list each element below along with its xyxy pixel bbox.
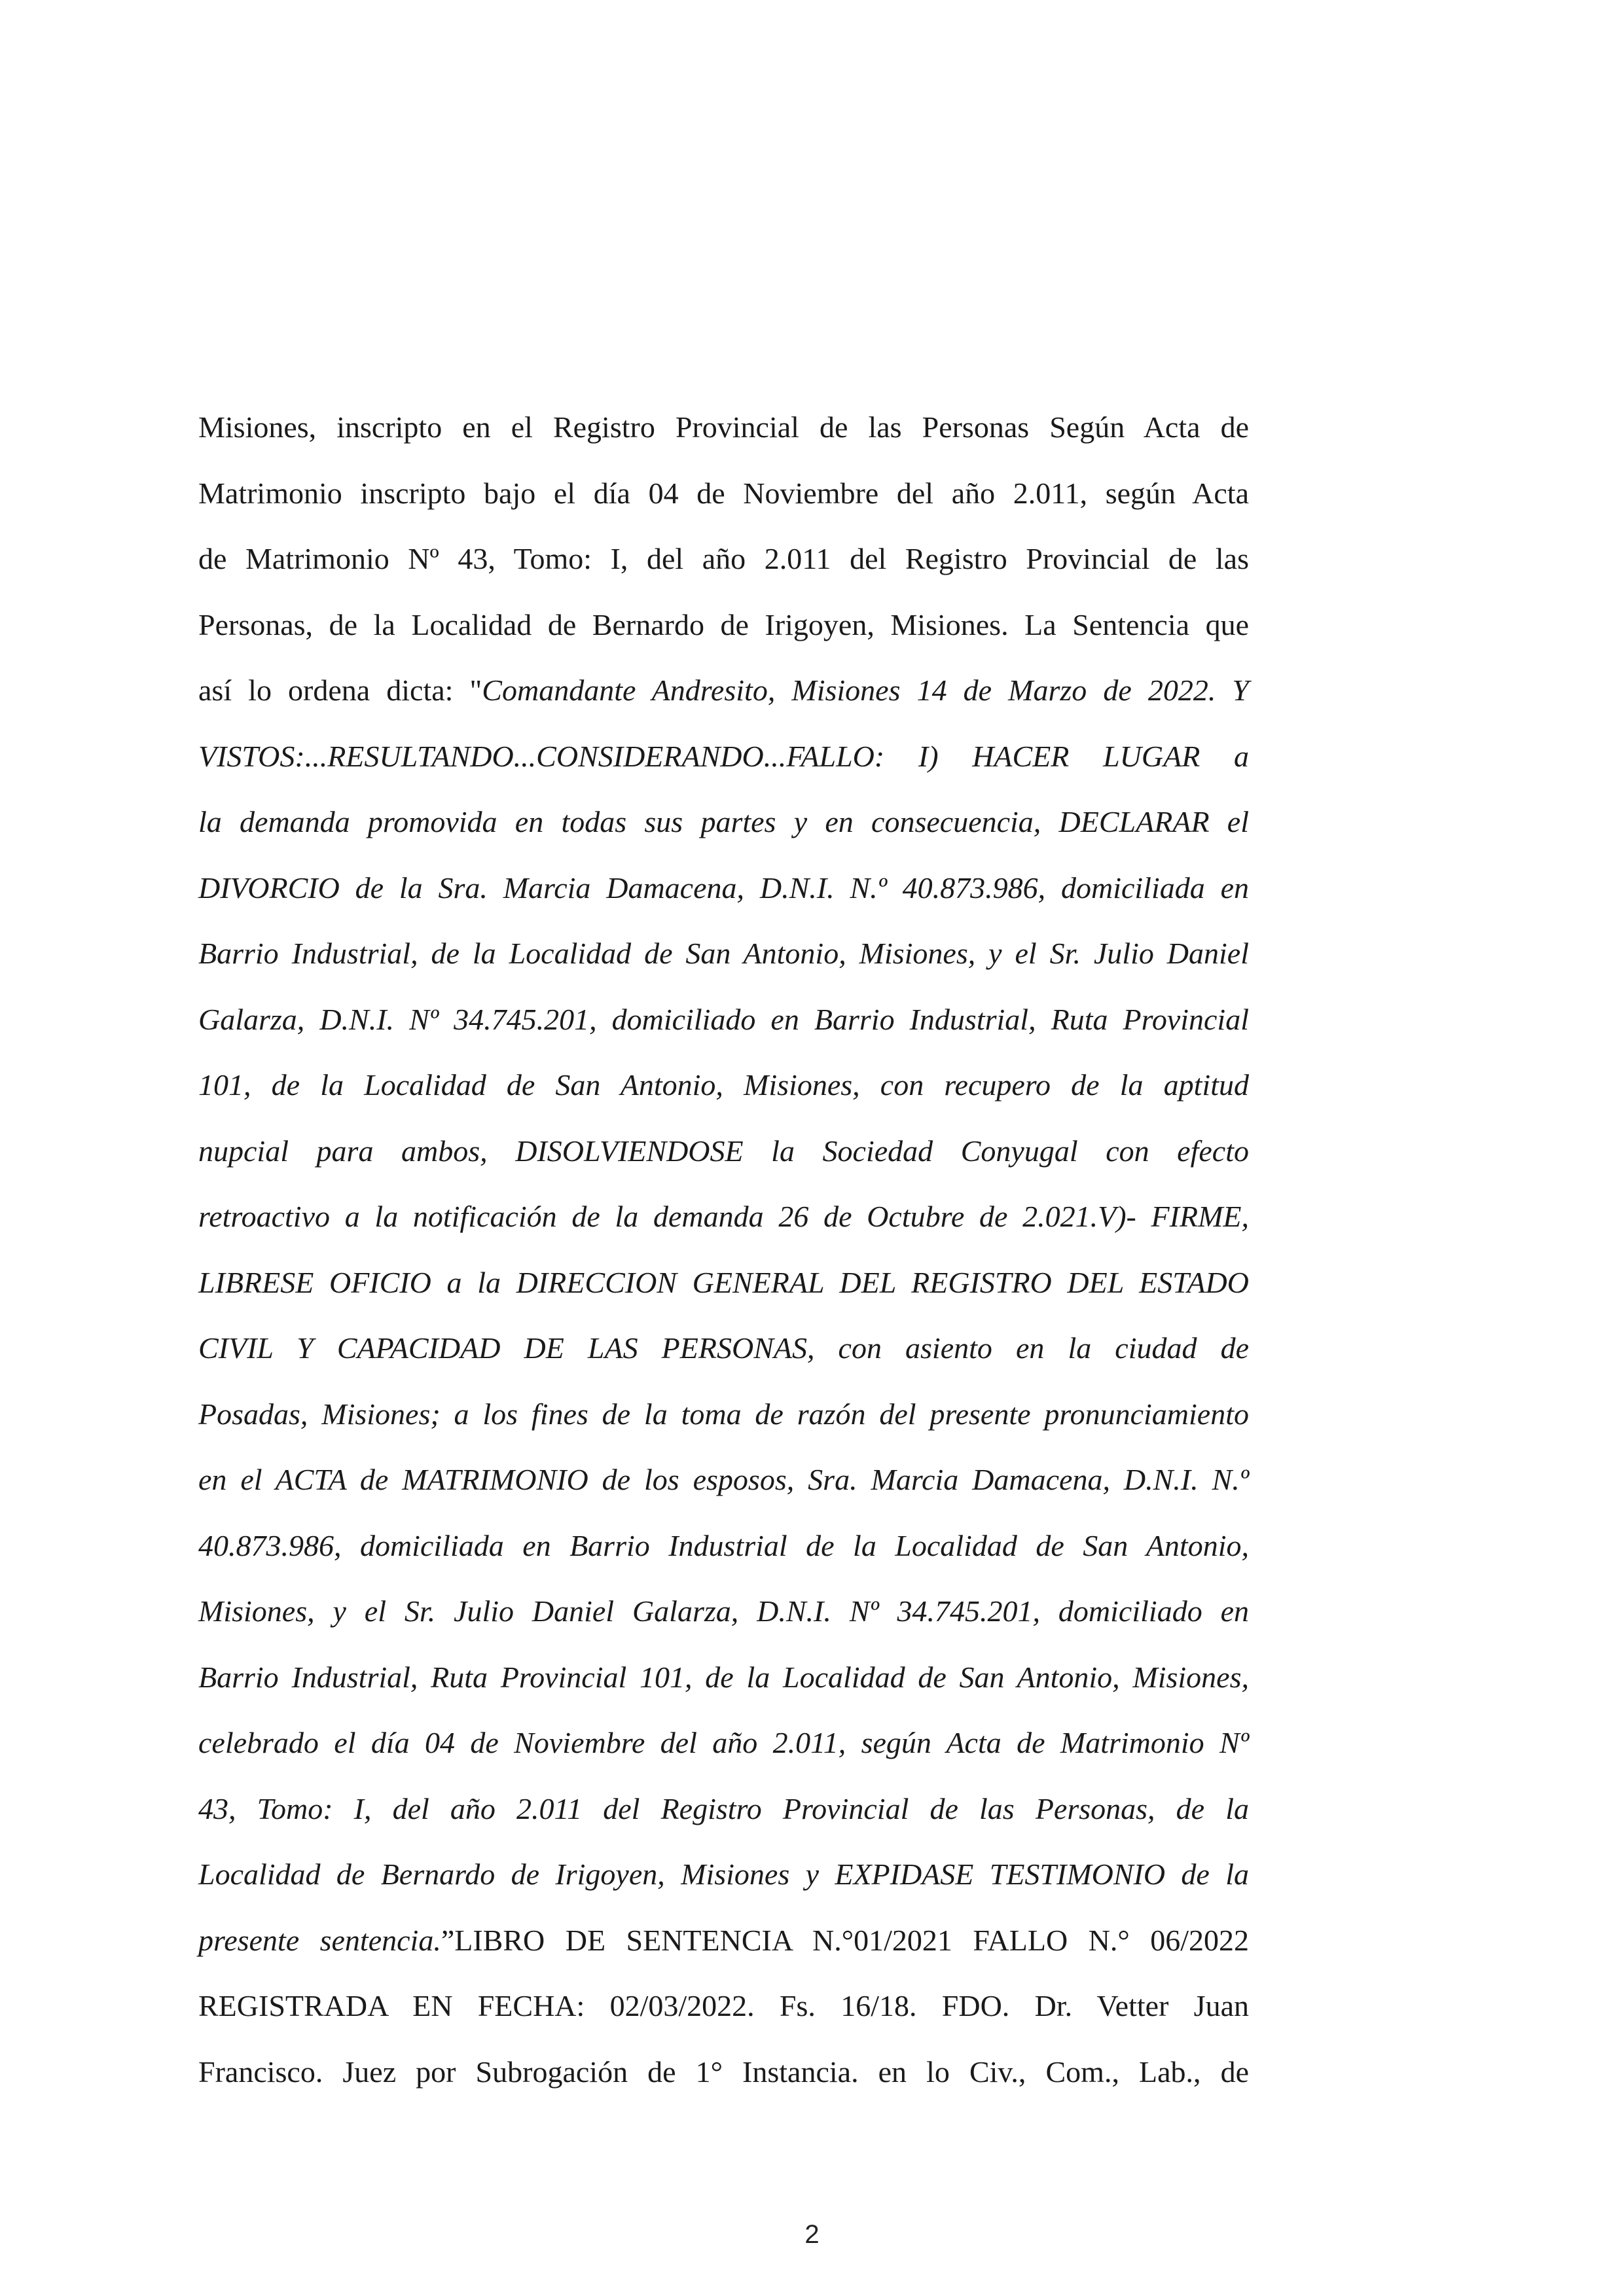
text-line <box>198 1645 1249 1711</box>
italic-text-segment: LIBRESE OFICIO a la DIRECCION GENERAL DEL REGISTRO DEL ESTADO <box>198 1265 1249 1299</box>
italic-text-segment: Barrio Industrial, Ruta Provincial 101, de la Localidad de San Antonio, Misiones, <box>198 1660 1249 1694</box>
text-line <box>198 1776 1249 1842</box>
text-line <box>198 855 1249 922</box>
italic-text-segment: en el ACTA de MATRIMONIO de los esposos, Sra. Marcia Damacena, D.N.I. N.º <box>198 1463 1249 1496</box>
text-line <box>198 461 1249 527</box>
italic-text-segment: la demanda promovida en todas sus partes y en consecuencia, DECLARAR el <box>198 805 1249 838</box>
text-line <box>198 987 1249 1053</box>
text-line <box>198 724 1249 790</box>
text-line <box>198 1842 1249 1908</box>
text-line <box>198 2039 1249 2106</box>
text-segment: Matrimonio inscripto bajo el día 04 de Noviembre del año 2.011, según Acta <box>198 476 1249 510</box>
text-segment: Francisco. Juez por Subrogación de 1° Instancia. en lo Civ., Com., Lab., de <box>198 2054 1249 2089</box>
text-line <box>198 1973 1249 2039</box>
italic-text-segment: Misiones, y el Sr. Julio Daniel Galarza, D.N.I. Nº 34.745.201, domiciliado en <box>198 1594 1249 1628</box>
text-line <box>198 1184 1249 1250</box>
text-line <box>198 1908 1249 1974</box>
text-line <box>198 1250 1249 1316</box>
text-line <box>198 1382 1249 1448</box>
text-line <box>198 658 1249 724</box>
italic-text-segment: Localidad de Bernardo de Irigoyen, Misiones y EXPIDASE TESTIMONIO de la <box>198 1857 1249 1891</box>
italic-text-segment: nupcial para ambos, DISOLVIENDOSE la Sociedad Conyugal con efecto <box>198 1134 1249 1168</box>
text-segment: ”LIBRO DE SENTENCIA N.°01/2021 FALLO N.° 06/2022 <box>441 1923 1249 1957</box>
text-line <box>198 1316 1249 1382</box>
text-line <box>198 1447 1249 1513</box>
italic-text-segment: presente sentencia. <box>198 1923 441 1957</box>
text-line <box>198 1513 1249 1579</box>
italic-text-segment: DIVORCIO de la Sra. Marcia Damacena, D.N.I. N.º 40.873.986, domiciliada en <box>198 870 1249 905</box>
italic-text-segment: Comandante Andresito, Misiones 14 de Marzo de 2022. Y <box>482 673 1249 707</box>
text-line <box>198 789 1249 855</box>
italic-text-segment: Galarza, D.N.I. Nº 34.745.201, domiciliado en Barrio Industrial, Ruta Provincial <box>198 1002 1249 1036</box>
text-line <box>198 592 1249 658</box>
text-line <box>198 526 1249 592</box>
text-segment: así lo ordena dicta: " <box>198 673 482 707</box>
italic-text-segment: 43, Tomo: I, del año 2.011 del Registro Provincial de las Personas, de la <box>198 1791 1249 1825</box>
italic-text-segment: retroactivo a la notificación de la demanda 26 de Octubre de 2.021.V)- FIRME, <box>198 1200 1249 1233</box>
text-segment: Personas, de la Localidad de Bernardo de Irigoyen, Misiones. La Sentencia que <box>198 607 1249 641</box>
text-segment: de Matrimonio Nº 43, Tomo: I, del año 2.011 del Registro Provincial de las <box>198 542 1249 575</box>
text-segment: Misiones, inscripto en el Registro Provincial de las Personas Según Acta de <box>198 410 1249 444</box>
body-text <box>198 395 1249 2105</box>
text-line <box>198 1119 1249 1185</box>
italic-text-segment: celebrado el día 04 de Noviembre del año 2.011, según Acta de Matrimonio Nº <box>198 1726 1249 1759</box>
text-line <box>198 1052 1249 1119</box>
italic-text-segment: CIVIL Y CAPACIDAD DE LAS PERSONAS, con asiento en la ciudad de <box>198 1331 1249 1365</box>
text-line <box>198 1710 1249 1776</box>
italic-text-segment: Posadas, Misiones; a los fines de la toma de razón del presente pronunciamiento <box>198 1397 1249 1431</box>
italic-text-segment: Barrio Industrial, de la Localidad de San Antonio, Misiones, y el Sr. Julio Daniel <box>198 937 1249 970</box>
italic-text-segment: 101, de la Localidad de San Antonio, Misiones, con recupero de la aptitud <box>198 1068 1249 1102</box>
text-line <box>198 1579 1249 1645</box>
italic-text-segment: 40.873.986, domiciliada en Barrio Industrial de la Localidad de San Antonio, <box>198 1528 1249 1562</box>
text-line <box>198 395 1249 461</box>
italic-text-segment: VISTOS:...RESULTANDO...CONSIDERANDO...FALLO: I) HACER LUGAR a <box>198 739 1249 773</box>
text-segment: REGISTRADA EN FECHA: 02/03/2022. Fs. 16/18. FDO. Dr. Vetter Juan <box>198 1989 1249 2022</box>
text-line <box>198 921 1249 987</box>
page-number: 2 <box>804 2220 820 2249</box>
